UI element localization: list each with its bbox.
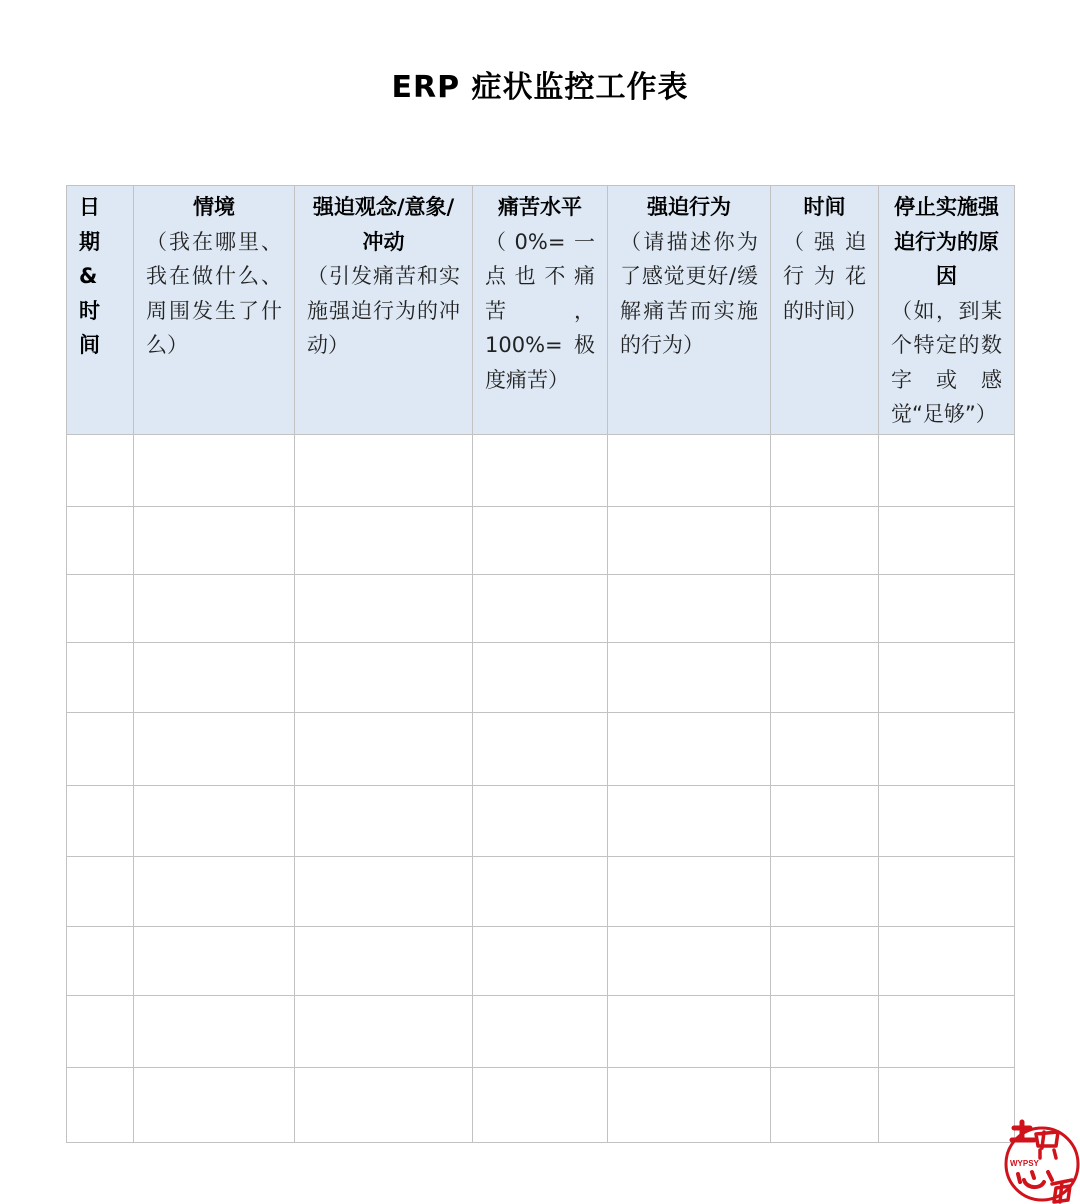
header-date-time	[67, 186, 134, 435]
cell-date-time[interactable]	[67, 996, 134, 1068]
cell-stop-reason[interactable]	[879, 786, 1015, 857]
cell-situation[interactable]	[134, 996, 295, 1068]
cell-date-time[interactable]	[67, 507, 134, 575]
header-description: （强迫行为花的时间）	[783, 229, 867, 323]
cell-obsession[interactable]	[295, 507, 473, 575]
logo-text: WYPSY	[1010, 1159, 1039, 1168]
cell-situation[interactable]	[134, 857, 295, 927]
cell-situation[interactable]	[134, 1068, 295, 1143]
cell-compulsion[interactable]	[608, 927, 771, 996]
cell-distress-level[interactable]	[473, 996, 608, 1068]
table-row	[67, 996, 1015, 1068]
cell-stop-reason[interactable]	[879, 507, 1015, 575]
cell-obsession[interactable]	[295, 1068, 473, 1143]
symptom-monitoring-table	[66, 185, 1015, 1143]
page-title: ERP 症状监控工作表	[391, 70, 689, 105]
cell-stop-reason[interactable]	[879, 996, 1015, 1068]
cell-obsession[interactable]	[295, 927, 473, 996]
cell-distress-level[interactable]	[473, 1068, 608, 1143]
cell-duration[interactable]	[771, 786, 879, 857]
cell-obsession[interactable]	[295, 786, 473, 857]
cell-compulsion[interactable]	[608, 435, 771, 507]
cell-duration[interactable]	[771, 643, 879, 713]
header-description: （我在哪里、我在做什么、周围发生了什么）	[146, 229, 282, 357]
cell-stop-reason[interactable]	[879, 575, 1015, 643]
cell-obsession[interactable]	[295, 575, 473, 643]
cell-situation[interactable]	[134, 575, 295, 643]
cell-distress-level[interactable]	[473, 713, 608, 786]
header-label: 强迫行为	[647, 195, 731, 219]
cell-compulsion[interactable]	[608, 996, 771, 1068]
header-description: （如，到某个特定的数字或感觉“足够”）	[891, 298, 1002, 426]
cell-date-time[interactable]	[67, 1068, 134, 1143]
cell-compulsion[interactable]	[608, 713, 771, 786]
cell-date-time[interactable]	[67, 713, 134, 786]
cell-situation[interactable]	[134, 927, 295, 996]
cell-stop-reason[interactable]	[879, 857, 1015, 927]
cell-distress-level[interactable]	[473, 643, 608, 713]
header-label: 强迫观念/意象/冲动	[312, 195, 455, 254]
table-row	[67, 1068, 1015, 1143]
cell-distress-level[interactable]	[473, 507, 608, 575]
cell-stop-reason[interactable]	[879, 1068, 1015, 1143]
cell-compulsion[interactable]	[608, 575, 771, 643]
table-header-row	[67, 186, 1015, 435]
cell-duration[interactable]	[771, 857, 879, 927]
cell-date-time[interactable]	[67, 643, 134, 713]
cell-situation[interactable]	[134, 713, 295, 786]
cell-date-time[interactable]	[67, 575, 134, 643]
cell-duration[interactable]	[771, 713, 879, 786]
header-label: 情境	[193, 195, 235, 219]
table-row	[67, 575, 1015, 643]
cell-stop-reason[interactable]	[879, 927, 1015, 996]
header-label: 日期&时间	[79, 195, 100, 357]
cell-compulsion[interactable]	[608, 643, 771, 713]
cell-duration[interactable]	[771, 927, 879, 996]
table-row	[67, 927, 1015, 996]
cell-distress-level[interactable]	[473, 927, 608, 996]
header-description: （0%=一点也不痛苦，100%=极度痛苦）	[485, 229, 595, 392]
header-label: 时间	[803, 195, 846, 219]
cell-distress-level[interactable]	[473, 435, 608, 507]
header-duration	[771, 186, 879, 435]
header-obsession	[295, 186, 473, 435]
cell-compulsion[interactable]	[608, 786, 771, 857]
cell-duration[interactable]	[771, 1068, 879, 1143]
cell-distress-level[interactable]	[473, 857, 608, 927]
wypsy-logo	[1000, 1118, 1080, 1204]
cell-situation[interactable]	[134, 507, 295, 575]
cell-duration[interactable]	[771, 435, 879, 507]
header-compulsion	[608, 186, 771, 435]
cell-compulsion[interactable]	[608, 857, 771, 927]
cell-stop-reason[interactable]	[879, 713, 1015, 786]
cell-distress-level[interactable]	[473, 786, 608, 857]
table-row	[67, 713, 1015, 786]
cell-obsession[interactable]	[295, 643, 473, 713]
cell-duration[interactable]	[771, 575, 879, 643]
table-row	[67, 786, 1015, 857]
cell-distress-level[interactable]	[473, 575, 608, 643]
header-description: （请描述你为了感觉更好/缓解痛苦而实施的行为）	[620, 229, 758, 357]
header-distress-level	[473, 186, 608, 435]
cell-obsession[interactable]	[295, 713, 473, 786]
header-situation	[134, 186, 295, 435]
header-label: 痛苦水平	[498, 195, 582, 219]
cell-situation[interactable]	[134, 786, 295, 857]
cell-stop-reason[interactable]	[879, 435, 1015, 507]
table-row	[67, 643, 1015, 713]
table-row	[67, 435, 1015, 507]
cell-situation[interactable]	[134, 643, 295, 713]
header-stop-reason	[879, 186, 1015, 435]
cell-obsession[interactable]	[295, 435, 473, 507]
cell-compulsion[interactable]	[608, 1068, 771, 1143]
cell-date-time[interactable]	[67, 786, 134, 857]
cell-obsession[interactable]	[295, 857, 473, 927]
cell-date-time[interactable]	[67, 857, 134, 927]
table-body	[67, 435, 1015, 1143]
header-label: 停止实施强迫行为的原因	[894, 195, 999, 288]
cell-date-time[interactable]	[67, 435, 134, 507]
header-description: （引发痛苦和实施强迫行为的冲动）	[307, 264, 460, 357]
cell-situation[interactable]	[134, 435, 295, 507]
cell-obsession[interactable]	[295, 996, 473, 1068]
cell-duration[interactable]	[771, 996, 879, 1068]
cell-duration[interactable]	[771, 507, 879, 575]
cell-compulsion[interactable]	[608, 507, 771, 575]
table-row	[67, 507, 1015, 575]
cell-date-time[interactable]	[67, 927, 134, 996]
table-row	[67, 857, 1015, 927]
cell-stop-reason[interactable]	[879, 643, 1015, 713]
